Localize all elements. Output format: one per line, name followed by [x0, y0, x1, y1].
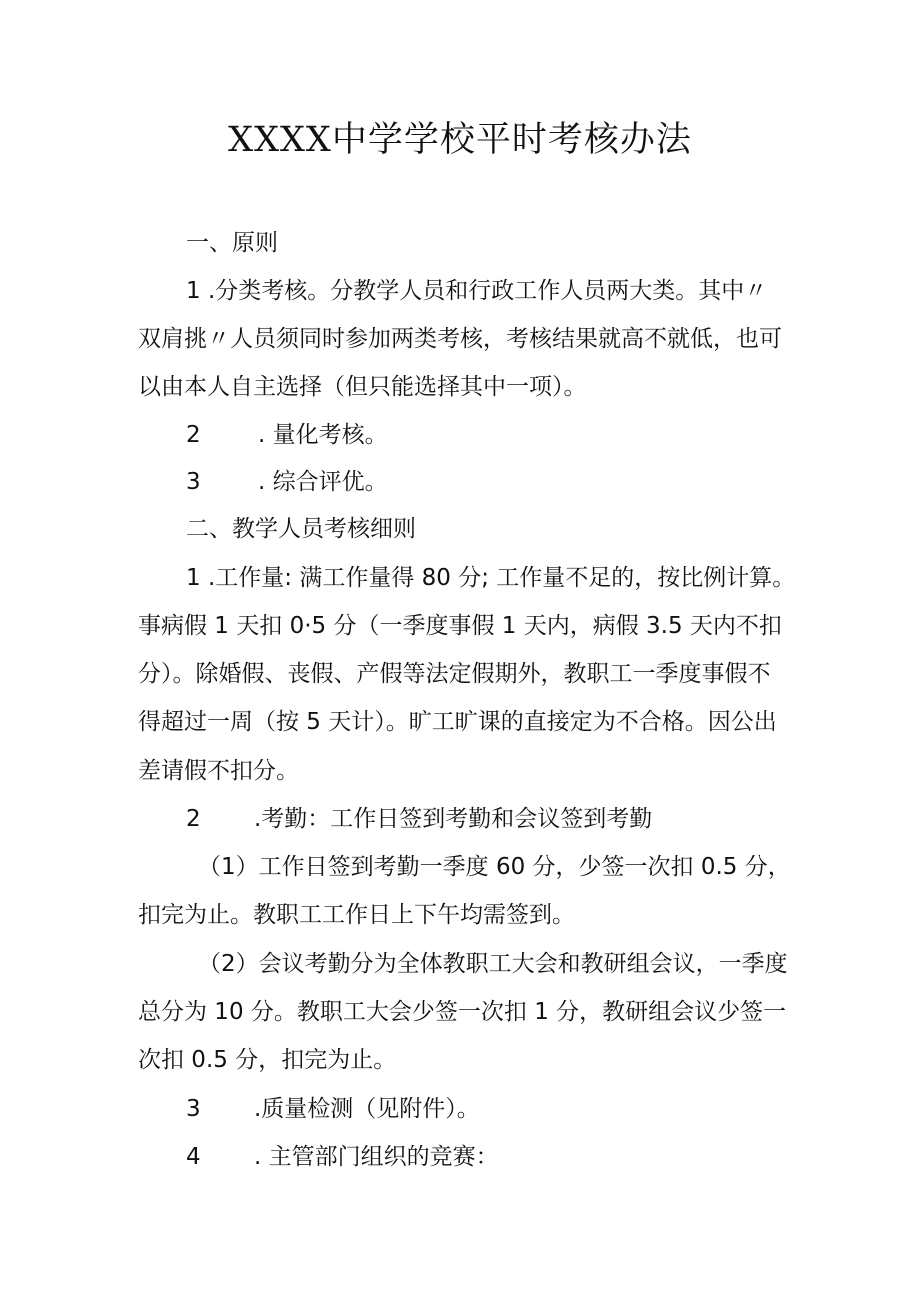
paragraph-line: 1 .分类考核。分教学人员和行政工作人员两大类。其中〃: [186, 278, 768, 304]
paragraph-line: 扣完为止。教职工工作日上下午均需签到。: [138, 902, 575, 928]
list-item-number: 4: [186, 1144, 201, 1170]
list-item-text: . 量化考核。: [258, 422, 388, 448]
section-heading-principles: 一、原则: [186, 230, 278, 256]
paragraph-line: 以由本人自主选择（但只能选择其中一项）。: [138, 374, 587, 400]
list-item-text: .考勤：工作日签到考勤和会议签到考勤: [254, 806, 653, 832]
list-item-number: 2: [186, 422, 201, 448]
list-item: [186, 1094, 836, 1124]
list-item: [186, 420, 836, 450]
list-item-text: .质量检测（见附件）。: [254, 1096, 480, 1122]
paragraph-line: 双肩挑〃人员须同时参加两类考核，考核结果就高不就低，也可: [138, 326, 782, 352]
list-item-number: 3: [186, 1096, 201, 1122]
paragraph-line: 得超过一周（按 5 天计）。旷工旷课的直接定为不合格。因公出: [138, 709, 777, 735]
paragraph-line: （2）会议考勤分为全体教职工大会和教研组会议，一季度: [198, 951, 788, 977]
list-item: [186, 804, 836, 834]
paragraph-line: 1 .工作量: 满工作量得 80 分; 工作量不足的，按比例计算。: [186, 565, 796, 591]
list-item-number: 3: [186, 469, 201, 495]
list-item: [186, 467, 836, 497]
paragraph-line: 事病假 1 天扣 0·5 分（一季度事假 1 天内，病假 3.5 天内不扣: [138, 613, 782, 639]
paragraph-line: 总分为 10 分。教职工大会少签一次扣 1 分，教研组会议少签一: [138, 999, 787, 1025]
list-item: [186, 1142, 836, 1172]
list-item-number: 2: [186, 806, 201, 832]
section-heading-teaching-staff: 二、教学人员考核细则: [186, 516, 416, 542]
paragraph-line: 分）。除婚假、丧假、产假等法定假期外，教职工一季度事假不: [138, 661, 771, 687]
list-item-text: . 主管部门组织的竞赛：: [254, 1144, 499, 1170]
paragraph-line: 差请假不扣分。: [138, 758, 299, 784]
document-title: XXXX中学学校平时考核办法: [228, 120, 692, 160]
paragraph-line: （1）工作日签到考勤一季度 60 分，少签一次扣 0.5 分，: [198, 854, 791, 880]
list-item-text: . 综合评优。: [258, 469, 388, 495]
paragraph-line: 次扣 0.5 分，扣完为止。: [138, 1047, 397, 1073]
